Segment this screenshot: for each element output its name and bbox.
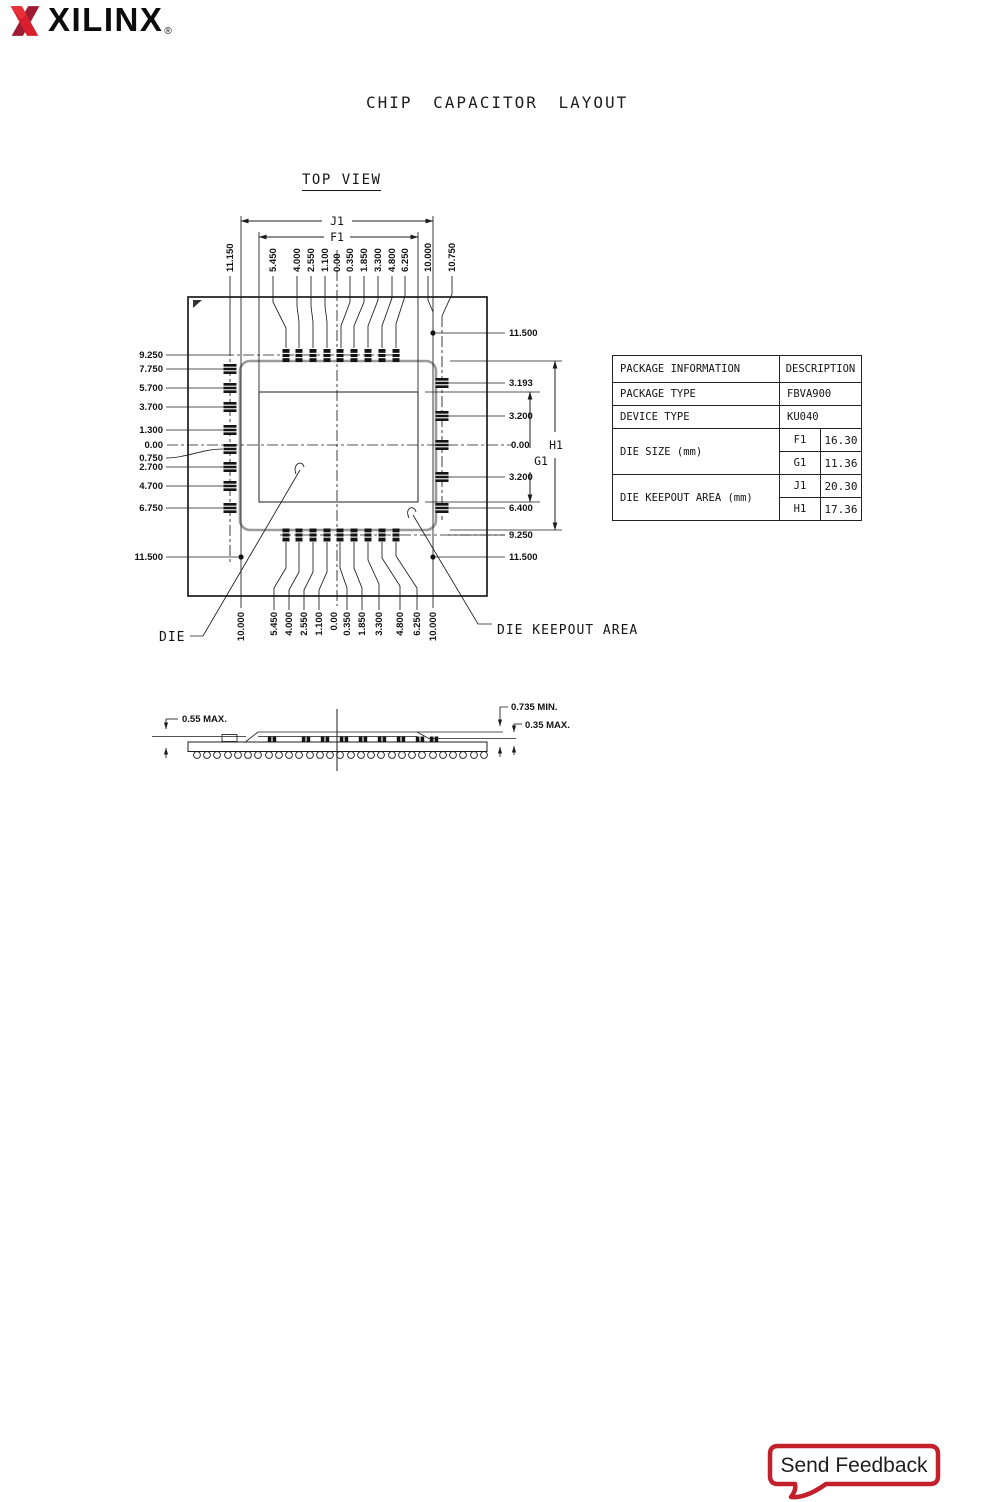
svg-text:1.850: 1.850 xyxy=(359,248,370,272)
table-header-description: DESCRIPTION xyxy=(780,356,862,383)
corner-dot-top-right xyxy=(430,330,435,335)
value-F1: 16.30 xyxy=(821,429,862,452)
svg-text:1.100: 1.100 xyxy=(314,612,325,636)
row-die-keepout-label: DIE KEEPOUT AREA (mm) xyxy=(613,475,780,521)
dim-H1 xyxy=(450,361,563,530)
bottom-dimension-labels xyxy=(236,612,439,641)
svg-text:3.300: 3.300 xyxy=(374,612,385,636)
svg-text:10.000: 10.000 xyxy=(236,612,247,642)
svg-text:H1: H1 xyxy=(549,438,563,452)
svg-text:9.250: 9.250 xyxy=(139,350,163,361)
value-J1: 20.30 xyxy=(821,475,862,498)
package-info-table xyxy=(612,355,862,521)
side-capacitor-left xyxy=(222,735,237,742)
svg-text:1.300: 1.300 xyxy=(139,425,163,436)
svg-text:3.300: 3.300 xyxy=(373,248,384,272)
param-G1: G1 xyxy=(780,452,821,475)
svg-text:11.500: 11.500 xyxy=(509,552,538,563)
svg-text:0.350: 0.350 xyxy=(345,248,356,272)
svg-text:7.750: 7.750 xyxy=(139,364,163,375)
dim-J1 xyxy=(241,214,433,228)
svg-text:5.700: 5.700 xyxy=(139,383,163,394)
left-dimension-labels xyxy=(134,350,163,563)
top-dimension-labels xyxy=(225,243,458,272)
svg-text:0.00: 0.00 xyxy=(332,253,343,272)
row-package-type-value: FBVA900 xyxy=(780,383,862,406)
registered-mark: ® xyxy=(164,26,172,37)
die-lid-profile xyxy=(152,732,516,742)
svg-text:11.150: 11.150 xyxy=(225,243,236,272)
svg-text:4.700: 4.700 xyxy=(139,481,163,492)
svg-text:0.00: 0.00 xyxy=(511,440,530,451)
svg-text:1.850: 1.850 xyxy=(357,612,368,636)
param-J1: J1 xyxy=(780,475,821,498)
side-view-diagram xyxy=(152,702,570,771)
svg-text:0.735 MIN.: 0.735 MIN. xyxy=(511,702,558,713)
svg-text:1.100: 1.100 xyxy=(320,248,331,272)
svg-text:3.700: 3.700 xyxy=(139,402,163,413)
svg-text:5.450: 5.450 xyxy=(269,612,280,636)
svg-text:6.400: 6.400 xyxy=(509,503,533,514)
svg-text:10.000: 10.000 xyxy=(423,242,434,272)
table-header-package-information: PACKAGE INFORMATION xyxy=(613,356,780,383)
row-package-type-label: PACKAGE TYPE xyxy=(613,383,780,406)
row-die-size-label: DIE SIZE (mm) xyxy=(613,429,780,475)
svg-text:3.193: 3.193 xyxy=(509,378,533,389)
top-leader-lines xyxy=(230,276,452,348)
svg-text:0.35 MAX.: 0.35 MAX. xyxy=(525,720,570,731)
svg-text:4.000: 4.000 xyxy=(292,248,303,272)
die-label: DIE xyxy=(159,630,186,645)
svg-text:9.250: 9.250 xyxy=(509,530,533,541)
capacitor-row-bottom xyxy=(283,529,400,542)
svg-text:2.700: 2.700 xyxy=(139,462,163,473)
svg-text:0.55 MAX.: 0.55 MAX. xyxy=(182,714,227,725)
svg-text:G1: G1 xyxy=(534,454,548,468)
value-G1: 11.36 xyxy=(821,452,862,475)
top-view-label: TOP VIEW xyxy=(302,172,381,191)
svg-text:0.350: 0.350 xyxy=(342,612,353,636)
svg-text:F1: F1 xyxy=(330,230,344,244)
svg-text:0.00: 0.00 xyxy=(329,612,340,631)
svg-text:0.750: 0.750 xyxy=(139,453,163,464)
row-device-type-label: DEVICE TYPE xyxy=(613,406,780,429)
side-capacitors xyxy=(268,737,438,743)
svg-text:3.200: 3.200 xyxy=(509,411,533,422)
pin1-mark-icon xyxy=(193,300,202,308)
svg-text:4.000: 4.000 xyxy=(284,612,295,636)
svg-text:11.500: 11.500 xyxy=(509,328,538,339)
logo-wordmark: XILINX xyxy=(48,1,164,38)
die-keepout-label: DIE KEEPOUT AREA xyxy=(497,623,639,638)
svg-text:2.550: 2.550 xyxy=(299,612,310,636)
send-feedback-label: Send Feedback xyxy=(780,1454,928,1477)
param-F1: F1 xyxy=(780,429,821,452)
capacitor-row-top xyxy=(283,349,400,362)
svg-text:5.450: 5.450 xyxy=(268,248,279,272)
corner-dot-bottom-right xyxy=(430,554,435,559)
bottom-leader-lines xyxy=(274,542,417,610)
dim-035-max xyxy=(514,720,570,755)
die-outline xyxy=(259,392,418,502)
svg-text:6.250: 6.250 xyxy=(400,248,411,272)
svg-text:10.750: 10.750 xyxy=(447,242,458,272)
svg-text:0.00: 0.00 xyxy=(144,440,163,451)
svg-text:10.000: 10.000 xyxy=(428,612,439,642)
right-dimension-labels xyxy=(509,328,538,563)
svg-text:J1: J1 xyxy=(330,214,344,228)
solder-balls xyxy=(194,752,488,759)
value-H1: 17.36 xyxy=(821,498,862,521)
corner-dot-bottom-left xyxy=(238,554,243,559)
svg-text:2.550: 2.550 xyxy=(306,248,317,272)
dim-F1 xyxy=(259,230,418,244)
die-keepout-outline xyxy=(240,361,436,530)
svg-text:3.200: 3.200 xyxy=(509,472,533,483)
svg-text:6.250: 6.250 xyxy=(412,612,423,636)
svg-text:6.750: 6.750 xyxy=(139,503,163,514)
top-view-diagram xyxy=(134,214,638,645)
page-title: CHIP CAPACITOR LAYOUT xyxy=(366,93,629,112)
svg-text:4.800: 4.800 xyxy=(395,612,406,636)
die-keepout-annotation xyxy=(408,508,639,638)
param-H1: H1 xyxy=(780,498,821,521)
send-feedback-button[interactable] xyxy=(752,1434,958,1502)
row-device-type-value: KU040 xyxy=(780,406,862,429)
capacitor-column-left xyxy=(224,364,237,513)
svg-text:11.500: 11.500 xyxy=(134,552,163,563)
svg-text:4.800: 4.800 xyxy=(387,248,398,272)
